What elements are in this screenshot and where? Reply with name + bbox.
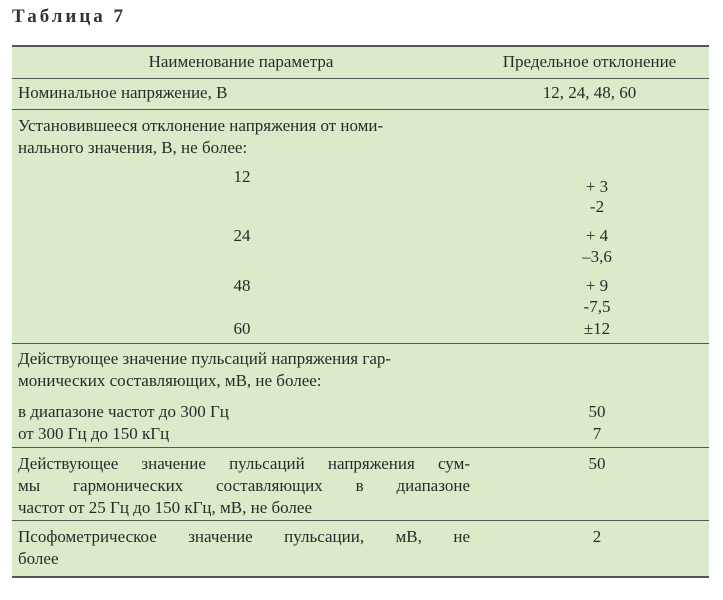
deviation-60: ±12	[583, 319, 611, 338]
psophometric-value: 2	[592, 527, 602, 546]
deviation-48-plus: + 9	[585, 276, 609, 295]
ripple-value-300hz-150khz: 7	[592, 424, 602, 443]
voltage-12: 12	[233, 167, 251, 186]
table-caption: Таблица 7	[12, 6, 127, 27]
deviation-12-plus: + 3	[585, 177, 609, 196]
row-label-steady-deviation-cont: нального значения, В, не более:	[18, 138, 248, 157]
column-header-parameter: Наименование параметра	[148, 52, 334, 71]
row-rule	[12, 447, 709, 448]
row-label-ripple-sum-cont: мы гармонических составляющих в диапазоне	[18, 476, 470, 495]
range-300hz-150khz: от 300 Гц до 150 кГц	[18, 424, 170, 443]
deviation-48-minus: -7,5	[583, 297, 611, 316]
row-rule	[12, 520, 709, 521]
row-label-ripple-sum: Действующее значение пульсаций напряжения сум-	[18, 454, 470, 473]
voltage-60: 60	[233, 319, 251, 338]
row-rule	[12, 109, 709, 110]
voltage-24: 24	[233, 226, 251, 245]
row-label-psophometric: Псофометрическое значение пульсации, мВ, не	[18, 527, 470, 546]
row-label-psophometric-cont: более	[18, 549, 59, 568]
deviation-24-plus: + 4	[585, 226, 609, 245]
deviation-12-minus: -2	[589, 197, 605, 216]
row-rule	[12, 343, 709, 344]
parameters-table	[12, 45, 709, 578]
row-label-steady-deviation: Установившееся отклонение напряжения от номи-	[18, 116, 384, 135]
row-label-nominal-voltage: Номинальное напряжение, В	[18, 83, 228, 102]
column-header-deviation: Предельное отклонение	[502, 52, 677, 71]
range-up-to-300hz: в диапазоне частот до 300 Гц	[18, 402, 229, 421]
row-label-ripple-harmonic-cont: монических составляющих, мВ, не более:	[18, 371, 322, 390]
table-top-rule	[12, 45, 709, 47]
ripple-value-up-to-300hz: 50	[588, 402, 606, 421]
row-label-ripple-harmonic: Действующее значение пульсаций напряжения гар-	[18, 349, 392, 368]
deviation-24-minus: –3,6	[582, 247, 612, 266]
voltage-48: 48	[233, 276, 251, 295]
ripple-sum-value: 50	[588, 454, 606, 473]
row-label-ripple-sum-cont2: частот от 25 Гц до 150 кГц, мВ, не более	[18, 498, 313, 517]
header-bottom-rule	[12, 78, 709, 79]
table-bottom-rule	[12, 576, 709, 578]
row-value-nominal-voltage: 12, 24, 48, 60	[542, 83, 637, 102]
